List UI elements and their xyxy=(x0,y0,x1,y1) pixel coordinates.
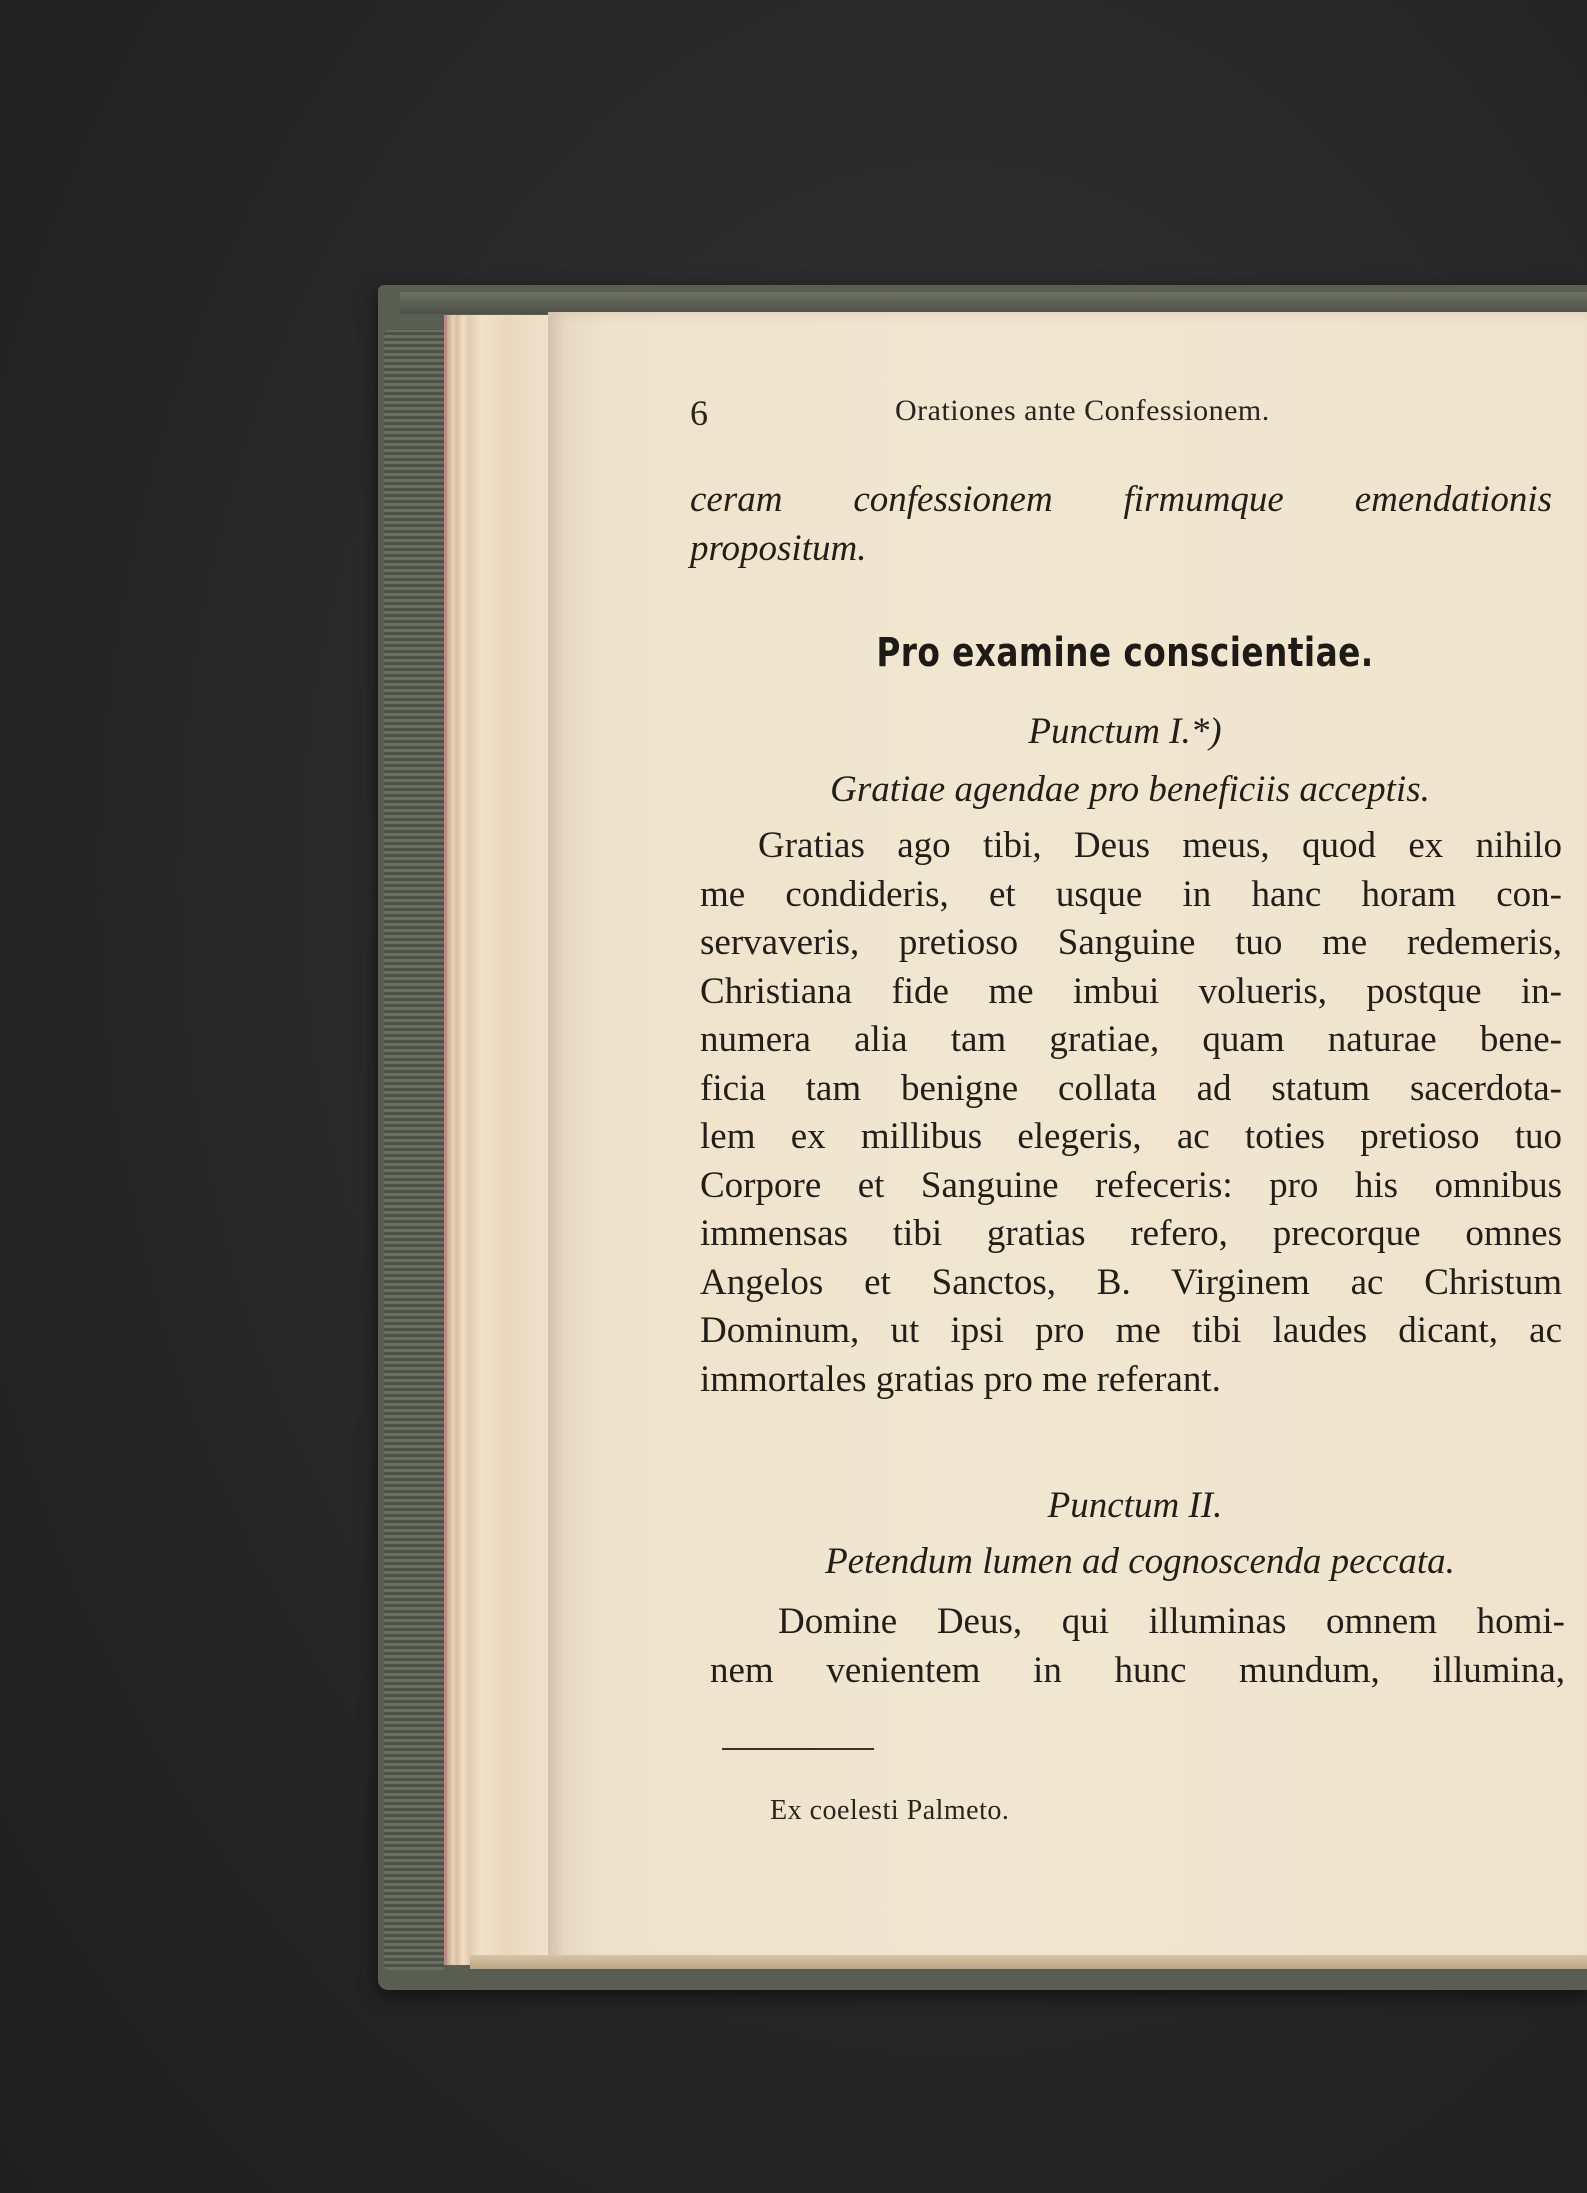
punctum-1-subtitle: Gratiae agendae pro beneficiis acceptis. xyxy=(830,769,1430,810)
text-line: Dominum, ut ipsi pro me tibi laudes dicant, ac xyxy=(700,1310,1562,1351)
text-line: servaveris, pretioso Sanguine tuo me redemeris, xyxy=(700,922,1562,963)
text-line: ceram confessionem firmumque emendationis xyxy=(690,479,1552,520)
punctum-1-title: Punctum I.*) xyxy=(1028,711,1222,752)
text-line: Gratias ago tibi, Deus meus, quod ex nihilo xyxy=(758,825,1562,866)
text-line: Christiana fide me imbui volueris, postque in- xyxy=(700,970,1562,1012)
punctum-2-title: Punctum II. xyxy=(1047,1485,1223,1526)
section-heading: Pro examine conscientiae. xyxy=(876,630,1374,676)
continuation-text xyxy=(690,476,1552,573)
page-number: 6 xyxy=(690,393,708,433)
text-line: Corpore et Sanguine refeceris: pro his omnibus xyxy=(700,1164,1562,1206)
running-head-title: Orationes ante Confessionem. xyxy=(895,394,1270,427)
punctum-2-body xyxy=(710,1598,1565,1695)
text-line: Domine Deus, qui illuminas omnem homi- xyxy=(778,1601,1565,1642)
text-line: ficia tam benigne collata ad statum sacerdota- xyxy=(700,1067,1562,1109)
book-spine xyxy=(384,330,444,1970)
book-cover-top-edge xyxy=(400,292,1587,314)
text-line: propositum. xyxy=(690,527,867,569)
text-line: me condideris, et usque in hanc horam con- xyxy=(700,873,1562,915)
footnote-rule xyxy=(722,1748,874,1750)
text-line: nem venientem in hunc mundum, illumina, xyxy=(710,1649,1565,1691)
text-line: immortales gratias pro me referant. xyxy=(700,1358,1221,1400)
text-line: numera alia tam gratiae, quam naturae bene- xyxy=(700,1019,1562,1060)
text-line: immensas tibi gratias refero, precorque omnes xyxy=(700,1213,1562,1254)
footnote: Ex coelesti Palmeto. xyxy=(770,1795,1010,1826)
text-line: lem ex millibus elegeris, ac toties pretioso tuo xyxy=(700,1116,1562,1157)
text-line: Angelos et Sanctos, B. Virginem ac Christum xyxy=(700,1261,1562,1303)
page-bottom-edge xyxy=(470,1955,1587,1969)
punctum-1-body xyxy=(700,822,1562,1404)
punctum-2-subtitle: Petendum lumen ad cognoscenda peccata. xyxy=(825,1541,1455,1582)
